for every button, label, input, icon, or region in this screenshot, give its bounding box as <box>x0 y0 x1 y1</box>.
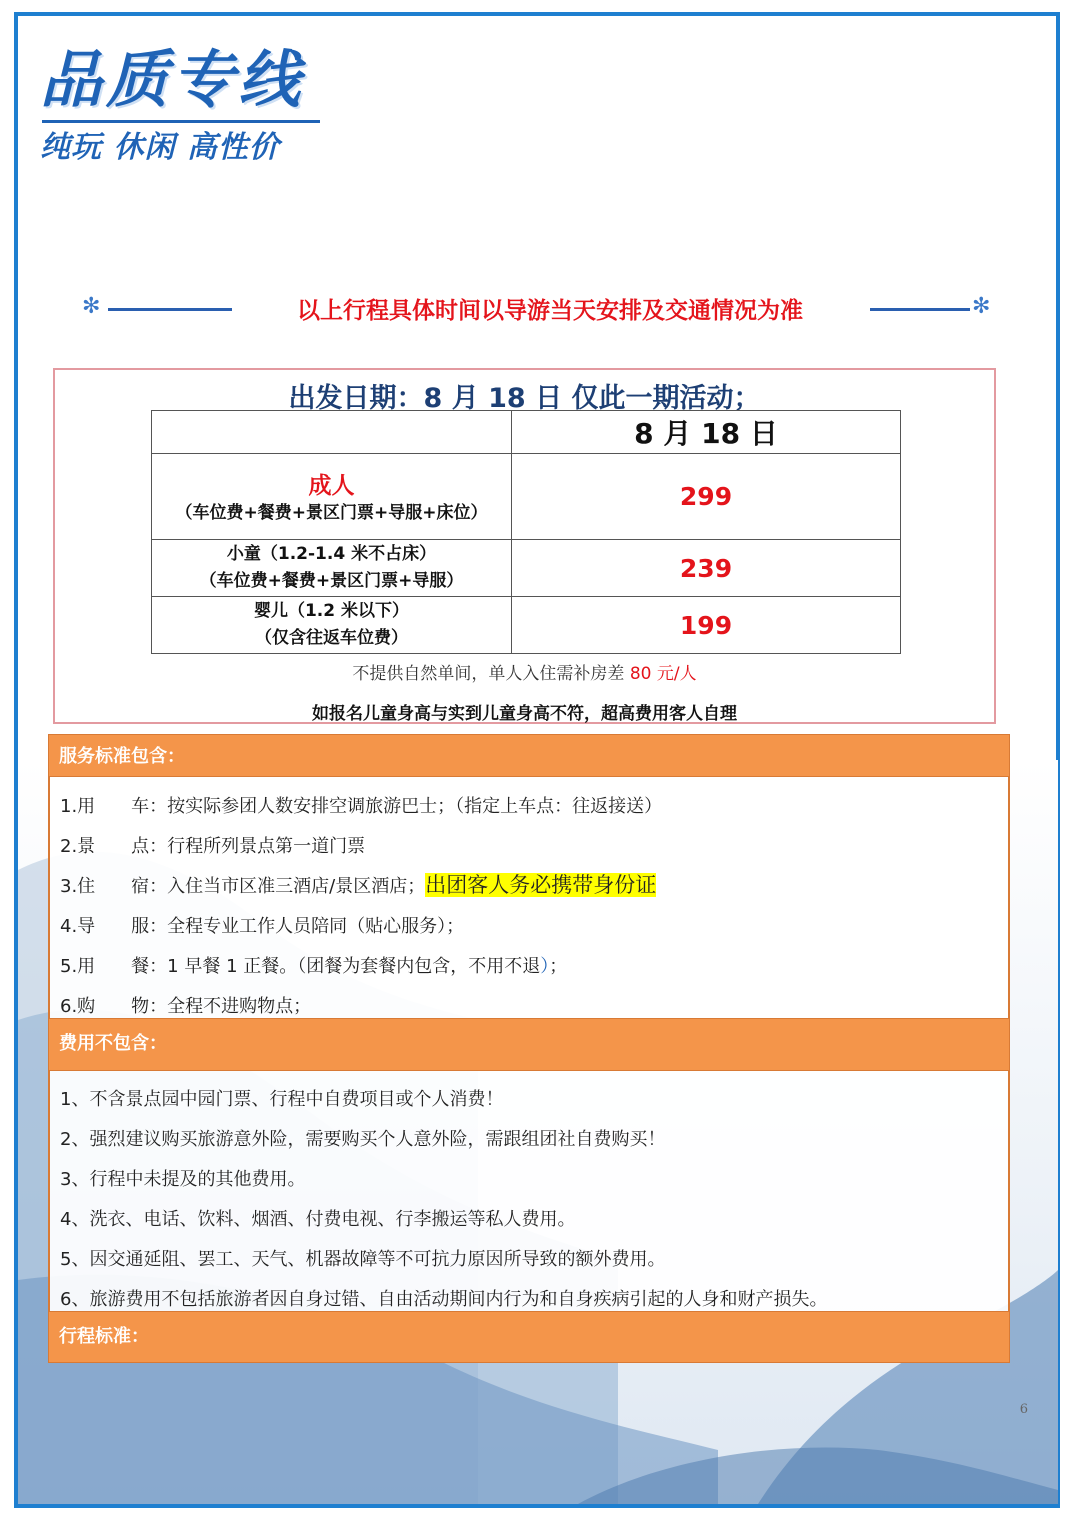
date-header: 8 月 18 日 <box>512 411 901 454</box>
notice-banner <box>80 290 1000 326</box>
category-name: 小童（1.2-1.4 米不占床） <box>226 544 437 564</box>
list-item: 1、不含景点园中园门票、行程中自费项目或个人消费！ <box>60 1089 504 1110</box>
id-card-highlight: 出团客人务必携带身份证 <box>425 873 657 897</box>
category-cell <box>152 540 512 597</box>
child-height-note: 如报名儿童身高与实到儿童身高不符，超高费用客人自理 <box>312 704 737 724</box>
list-item: 2、强烈建议购买旅游意外险，需要购买个人意外险，需跟组团社自费购买！ <box>60 1129 666 1150</box>
list-item: 2.景 点：行程所列景点第一道门票 <box>60 836 366 857</box>
category-cell <box>152 454 512 540</box>
category-name: 成人 <box>308 472 355 499</box>
table-row <box>152 597 901 654</box>
list-item-text: 5.用 餐：1 早餐 1 正餐。（团餐为套餐内包含，不用不退 <box>60 956 541 977</box>
divider-line-left <box>108 308 232 311</box>
section-body-included <box>48 777 1010 1018</box>
section-header-included: 服务标准包含： <box>48 734 1010 777</box>
list-item <box>60 952 567 978</box>
list-item <box>60 869 656 899</box>
category-name: 婴儿（1.2 米以下） <box>253 601 410 621</box>
list-item: 5、因交通延阻、罢工、天气、机器故障等不可抗力原因所导致的额外费用。 <box>60 1249 666 1270</box>
departure-title: 出发日期：8 月 18 日 仅此一期活动； <box>288 383 761 414</box>
brand-subtitle: 纯玩 休闲 高性价 <box>40 130 280 165</box>
category-detail: （车位费+餐费+景区门票+导服+床位） <box>175 502 488 523</box>
single-room-note-text: 不提供自然单间，单人入住需补房差 <box>352 664 625 684</box>
category-detail: （仅含往返车位费） <box>255 628 408 648</box>
list-item-text-tail: ； <box>549 956 568 977</box>
list-item-text: 3.住 宿：入住当市区准三酒店/景区酒店； <box>60 876 426 897</box>
brand-logo <box>40 40 320 173</box>
list-item: 4.导 服：全程专业工作人员陪同（贴心服务）； <box>60 916 465 937</box>
single-room-surcharge: 80 元/人 <box>629 664 697 684</box>
section-body-excluded <box>48 1071 1010 1311</box>
table-row <box>152 411 901 454</box>
list-item: 6、旅游费用不包括旅游者因自身过错、自由活动期间内行为和自身疾病引起的人身和财产损失。 <box>60 1289 828 1310</box>
flower-icon: ✻ <box>82 294 101 319</box>
divider-line-right <box>870 308 970 311</box>
list-item-text-blue: ） <box>540 956 550 977</box>
price-value: 239 <box>512 540 901 597</box>
list-item: 6.购 物：全程不进购物点； <box>60 996 312 1017</box>
flower-icon: ✻ <box>972 294 991 319</box>
page-number: 6 <box>1019 1402 1028 1417</box>
table-row <box>152 540 901 597</box>
notice-text: 以上行程具体时间以导游当天安排及交通情况为准 <box>297 298 803 324</box>
brand-title: 品质专线 <box>40 43 305 116</box>
list-item: 3、行程中未提及的其他费用。 <box>60 1169 306 1190</box>
category-detail: （车位费+餐费+景区门票+导服） <box>199 571 464 591</box>
list-item: 4、洗衣、电话、饮料、烟酒、付费电视、行李搬运等私人费用。 <box>60 1209 576 1230</box>
price-value: 199 <box>512 597 901 654</box>
table-row <box>152 454 901 540</box>
list-item: 1.用 车：按实际参团人数安排空调旅游巴士；（指定上车点：往返接送） <box>60 796 663 817</box>
single-room-note <box>55 659 994 684</box>
price-value: 299 <box>512 454 901 540</box>
price-box <box>53 368 996 724</box>
price-table <box>151 410 901 654</box>
table-cell-empty <box>152 411 512 454</box>
section-header-itinerary: 行程标准： <box>48 1311 1010 1363</box>
section-header-excluded: 费用不包含： <box>48 1018 1010 1071</box>
category-cell <box>152 597 512 654</box>
